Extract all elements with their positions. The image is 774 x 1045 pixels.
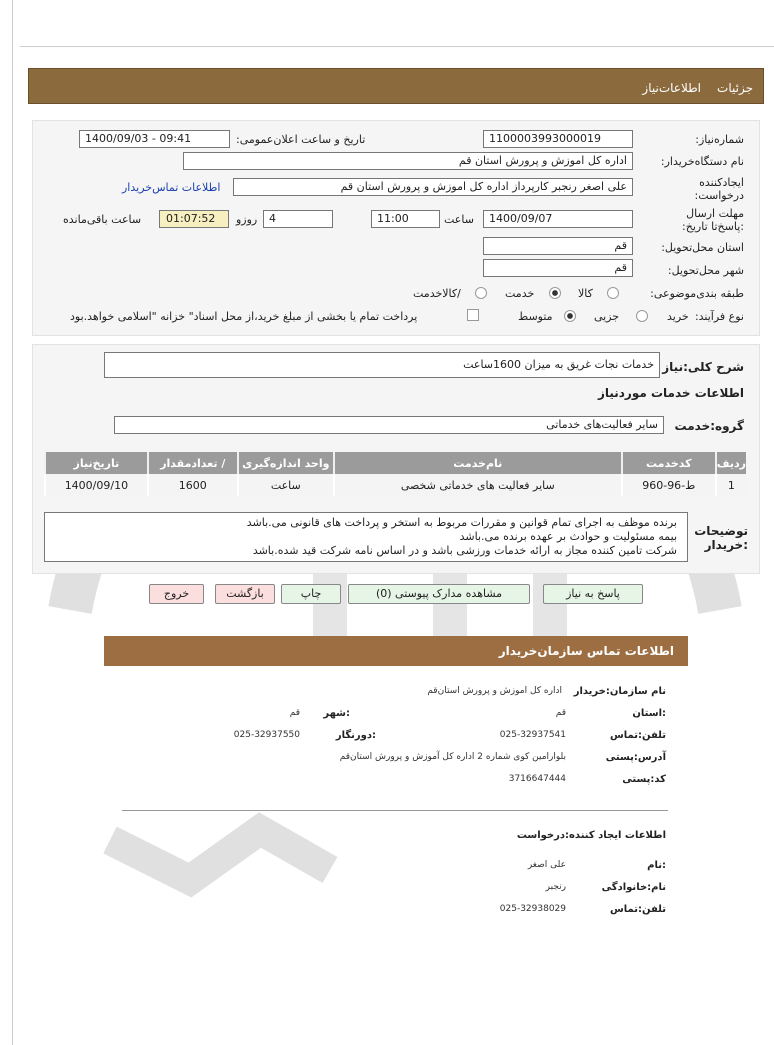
print-button[interactable]: چاپ xyxy=(281,584,341,604)
contact-province-label: :استان xyxy=(632,708,666,719)
note-line: برنده موظف به اجرای تمام قوانین و مقررات مربوط به استخر و پرداخت های قانونی می.باشد xyxy=(246,516,677,529)
process-partial-label: جزیی xyxy=(594,310,620,323)
tab-need-info[interactable]: اطلاعات‌نیاز xyxy=(642,81,701,95)
fax-label: :دورنگار xyxy=(335,730,376,741)
category-both-label: /کالاخدمت xyxy=(413,287,461,300)
address-label: آدرس:پستی xyxy=(605,752,666,763)
city-label: شهر محل‌تحویل: xyxy=(667,264,744,277)
col-date: تاریخ‌نیاز xyxy=(45,452,148,474)
creator-name-label: :نام xyxy=(647,860,666,871)
address-value: بلوارامین کوی شماره 2 اداره کل آموزش و پرورش استان‌قم xyxy=(339,752,566,762)
category-service-radio[interactable] xyxy=(549,287,561,299)
creator-phone-value: 025-32938029 xyxy=(499,904,566,914)
creator-phone-label: تلفن:تماس xyxy=(609,904,666,915)
cell-name: سایر فعالیت های خدماتی شخصی xyxy=(334,474,622,496)
contact-city-label: :شهر xyxy=(323,708,350,719)
group-field: سایر فعالیت‌های خدماتی xyxy=(114,416,664,434)
deadline-time-label: ساعت xyxy=(444,213,474,226)
need-number-label: شماره‌نیاز: xyxy=(695,133,744,146)
creator-family-value: رنجبر xyxy=(545,882,566,892)
process-type: خرید xyxy=(667,310,689,323)
contact-title: اطلاعات تماس سازمان‌خریدار xyxy=(498,644,674,658)
deadline-date-field: 1400/09/07 xyxy=(483,210,633,228)
process-medium-label: متوسط xyxy=(518,310,553,323)
group-label: گروه:خدمت xyxy=(674,419,744,433)
contact-city-value: قم xyxy=(289,708,300,718)
province-field: قم xyxy=(483,237,633,255)
col-unit: واحد اندازه‌گیری xyxy=(238,452,334,474)
summary-field: خدمات نجات غریق به میزان 1600ساعت xyxy=(104,352,660,378)
buyer-label: نام دستگاه‌خریدار: xyxy=(660,155,744,168)
notes-label: توضیحات :خریدار xyxy=(694,524,748,552)
cell-row: 1 xyxy=(716,474,746,496)
need-number-field: 1100003993000019 xyxy=(483,130,633,148)
notes-box xyxy=(44,512,688,562)
buyer-field: اداره کل اموزش و پرورش استان قم xyxy=(183,152,633,170)
category-service-label: خدمت xyxy=(505,287,535,300)
creator-info-title: اطلاعات ایجاد کننده:درخواست xyxy=(516,830,666,841)
cell-date: 1400/09/10 xyxy=(45,474,148,496)
category-both-radio[interactable] xyxy=(475,287,487,299)
announce-field: 1400/09/03 - 09:41 xyxy=(79,130,230,148)
province-label: استان محل‌تحویل: xyxy=(661,241,744,254)
contact-divider xyxy=(122,810,668,811)
tab-details[interactable]: جزئیات xyxy=(717,81,753,95)
cell-quantity: 1600 xyxy=(148,474,238,496)
left-divider xyxy=(12,0,13,1045)
process-label: نوع فرآیند: xyxy=(694,310,744,323)
attachments-button[interactable]: مشاهده مدارک پیوستی (0) xyxy=(348,584,530,604)
remaining-label: ساعت باقی‌مانده xyxy=(63,213,142,226)
fax-value: 025-32937550 xyxy=(233,730,300,740)
process-partial-radio[interactable] xyxy=(636,310,648,322)
deadline-time-field: 11:00 xyxy=(371,210,440,228)
process-medium-radio[interactable] xyxy=(564,310,576,322)
deadline-label: مهلت ارسال :پاسخ‌تا تاریخ: xyxy=(682,207,744,233)
category-label: طبقه بندی‌موضوعی: xyxy=(650,287,744,300)
announce-label: تاریخ و ساعت اعلان‌عمومی: xyxy=(236,133,366,146)
details-header xyxy=(28,68,764,104)
cell-code: ط-96-960 xyxy=(622,474,716,496)
cell-unit: ساعت xyxy=(238,474,334,496)
creator-label: ایجادکننده درخواست: xyxy=(694,176,744,202)
treasury-note: پرداخت تمام یا بخشی از مبلغ خرید،از محل اسناد" خزانه "اسلامی خواهد.بود xyxy=(70,310,418,323)
phone-value: 025-32937541 xyxy=(499,730,566,740)
reply-button[interactable]: پاسخ به نیاز xyxy=(543,584,643,604)
days-field: 4 xyxy=(263,210,333,228)
exit-button[interactable]: خروج xyxy=(149,584,204,604)
services-table xyxy=(44,452,746,496)
phone-label: تلفن:تماس xyxy=(609,730,666,741)
category-goods-label: کالا xyxy=(578,287,593,300)
note-line: شرکت تامین کننده مجاز به ارائه خدمات ورزشی باشد و در اساس نامه شرکت قید شده.باشد xyxy=(252,544,677,557)
summary-label: شرح کلی:نیاز xyxy=(662,360,744,374)
postal-value: 3716647444 xyxy=(508,774,566,784)
back-button[interactable]: بازگشت xyxy=(215,584,275,604)
col-quantity: / تعدادمقدار xyxy=(148,452,238,474)
buyer-contact-link[interactable]: اطلاعات تماس‌خریدار xyxy=(122,181,221,194)
note-line: بیمه مسئولیت و حوادث بر عهده برنده می.باشد xyxy=(459,530,677,543)
days-label: روزو xyxy=(236,213,258,226)
city-field: قم xyxy=(483,259,633,277)
category-goods-radio[interactable] xyxy=(607,287,619,299)
creator-name-value: علی اصغر xyxy=(527,860,566,870)
table-row xyxy=(45,474,746,496)
contact-province-value: قم xyxy=(555,708,566,718)
creator-family-label: نام:خانوادگی xyxy=(601,882,666,893)
col-row: ردیف xyxy=(716,452,746,474)
services-title: اطلاعات خدمات موردنیاز xyxy=(597,386,744,400)
col-code: کدخدمت xyxy=(622,452,716,474)
contact-header xyxy=(104,636,688,666)
top-divider xyxy=(20,46,774,47)
remaining-time: 01:07:52 xyxy=(159,210,229,228)
org-label: نام سازمان:خریدار xyxy=(573,686,666,697)
postal-label: کد:پستی xyxy=(622,774,666,785)
org-value: اداره کل اموزش و پرورش استان‌قم xyxy=(427,686,562,696)
creator-field: علی اصغر رنجبر کارپرداز اداره کل اموزش و پرورش استان قم xyxy=(233,178,633,196)
treasury-checkbox[interactable] xyxy=(467,309,479,321)
col-name: نام‌خدمت xyxy=(334,452,622,474)
